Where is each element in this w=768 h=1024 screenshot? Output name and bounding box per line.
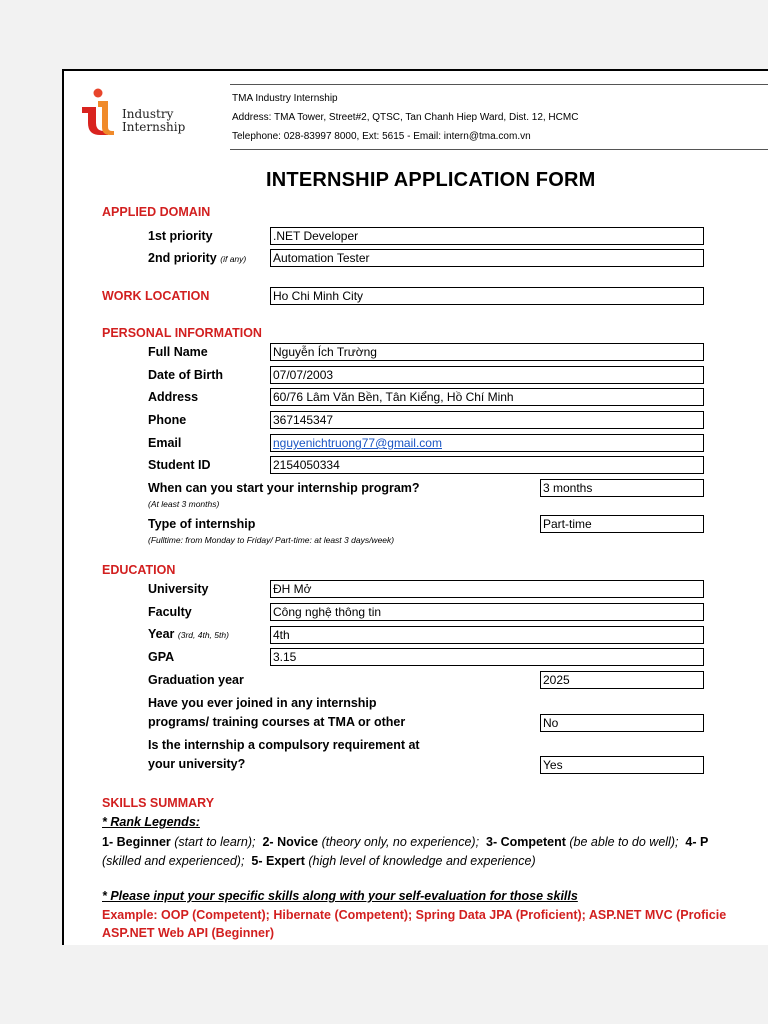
work-location-field[interactable]: Ho Chi Minh City	[270, 287, 704, 305]
internship-type-label: Type of internship	[148, 517, 256, 531]
legend-1-num: 1- Beginner	[102, 835, 171, 849]
skills-example-line-2: ASP.NET Web API (Beginner)	[102, 926, 275, 940]
compulsory-label-line-2: your university?	[148, 757, 246, 771]
phone-field[interactable]: 367145347	[270, 411, 704, 429]
internship-type-note: (Fulltime: from Monday to Friday/ Part-time: at least 3 days/week)	[148, 535, 395, 545]
start-field[interactable]: 3 months	[540, 479, 704, 497]
email-field[interactable]	[270, 434, 704, 452]
section-work-location: WORK LOCATION	[102, 289, 210, 303]
section-personal-information: PERSONAL INFORMATION	[102, 326, 262, 340]
first-priority-field[interactable]: .NET Developer	[270, 227, 704, 245]
legend-4-desc: (skilled and experienced);	[102, 854, 245, 868]
gpa-label: GPA	[148, 650, 175, 664]
header-bottom-rule	[230, 149, 768, 150]
compulsory-label-line-1: Is the internship a compulsory requirement at	[148, 738, 420, 752]
gpa-field[interactable]: 3.15	[270, 648, 704, 666]
tma-logo-icon	[78, 87, 118, 137]
form-title: INTERNSHIP APPLICATION FORM	[266, 169, 596, 191]
student-id-label: Student ID	[148, 458, 211, 472]
year-label	[148, 627, 229, 641]
compulsory-field[interactable]: Yes	[540, 756, 704, 774]
legend-3-desc: (be able to do well);	[569, 835, 679, 849]
full-name-field[interactable]: Nguyễn Ích Trường	[270, 343, 704, 361]
logo-line-1: Industry	[122, 107, 174, 121]
joined-label-line-2: programs/ training courses at TMA or other	[148, 715, 406, 729]
skills-instruction: * Please input your specific skills along with your self-evaluation for those skills	[102, 889, 578, 903]
joined-label-line-1: Have you ever joined in any internship	[148, 696, 377, 710]
legend-2-num: 2- Novice	[262, 835, 319, 849]
dob-field[interactable]: 07/07/2003	[270, 366, 704, 384]
start-note: (At least 3 months)	[148, 499, 220, 509]
skills-example-line-1: Example: OOP (Competent); Hibernate (Competent); Spring Data JPA (Proficient); ASP.NET MVC (Proficie	[102, 908, 727, 922]
dob-label: Date of Birth	[148, 368, 223, 382]
section-applied-domain: APPLIED DOMAIN	[102, 205, 211, 219]
year-note: (3rd, 4th, 5th)	[177, 630, 229, 640]
header-org: TMA Industry Internship	[232, 93, 338, 104]
legend-3-num: 3- Competent	[486, 835, 566, 849]
header-contact: Telephone: 028-83997 8000, Ext: 5615 - Email: intern@tma.com.vn	[232, 131, 531, 142]
phone-label: Phone	[148, 413, 187, 427]
address-field[interactable]: 60/76 Lâm Văn Bền, Tân Kiểng, Hồ Chí Minh	[270, 388, 704, 406]
email-link[interactable]: nguyenichtruong77@gmail.com	[273, 436, 442, 450]
faculty-field[interactable]: Công nghệ thông tin	[270, 603, 704, 621]
logo-text	[122, 108, 185, 134]
header-address: Address: TMA Tower, Street#2, QTSC, Tan Chanh Hiep Ward, Dist. 12, HCMC	[232, 112, 579, 123]
legend-2-desc: (theory only, no experience);	[321, 835, 480, 849]
form-sheet	[62, 69, 768, 945]
student-id-field[interactable]: 2154050334	[270, 456, 704, 474]
university-field[interactable]: ĐH Mở	[270, 580, 704, 598]
legend-5-desc: (high level of knowledge and experience)	[308, 854, 536, 868]
address-label: Address	[148, 390, 199, 404]
graduation-year-label: Graduation year	[148, 673, 244, 687]
header-top-rule	[230, 84, 768, 85]
second-priority-text: 2nd priority	[148, 251, 217, 265]
email-label: Email	[148, 436, 182, 450]
rank-legends-title: * Rank Legends:	[102, 815, 200, 829]
legend-5-num: 5- Expert	[251, 854, 305, 868]
joined-field[interactable]: No	[540, 714, 704, 732]
legend-1-desc: (start to learn);	[174, 835, 256, 849]
start-label: When can you start your internship program?	[148, 481, 420, 495]
graduation-year-field[interactable]: 2025	[540, 671, 704, 689]
section-skills-summary: SKILLS SUMMARY	[102, 796, 215, 810]
legend-4-num: 4- P	[685, 835, 709, 849]
faculty-label: Faculty	[148, 605, 192, 619]
second-priority-field[interactable]: Automation Tester	[270, 249, 704, 267]
second-priority-label	[148, 251, 246, 265]
logo-line-2: Internship	[122, 120, 186, 134]
second-priority-note: (if any)	[220, 254, 247, 264]
internship-type-field[interactable]: Part-time	[540, 515, 704, 533]
rank-legend-line-2	[102, 854, 536, 868]
section-education: EDUCATION	[102, 563, 176, 577]
full-name-label: Full Name	[148, 345, 208, 359]
rank-legend-line-1	[102, 835, 708, 849]
year-text: Year	[148, 627, 175, 641]
university-label: University	[148, 582, 209, 596]
year-field[interactable]: 4th	[270, 626, 704, 644]
first-priority-label: 1st priority	[148, 229, 213, 243]
